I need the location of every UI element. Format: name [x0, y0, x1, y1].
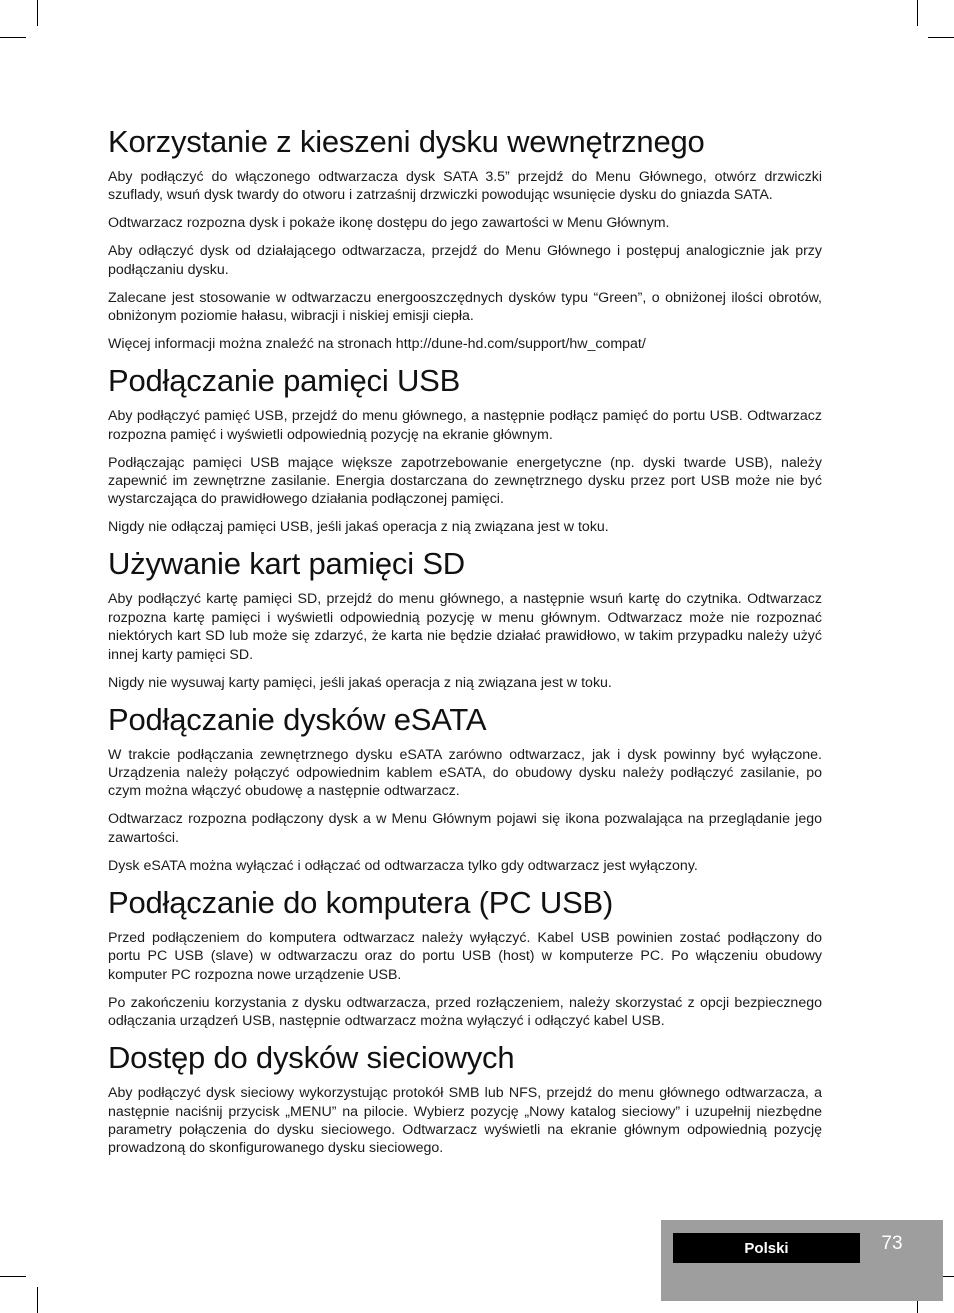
section-heading: Używanie kart pamięci SD: [108, 546, 465, 582]
section-heading: Dostęp do dysków sieciowych: [108, 1040, 515, 1076]
paragraph: Dysk eSATA można wyłączać i odłączać od odtwarzacza tylko gdy odtwarzacz jest wyłączony.: [108, 857, 698, 874]
crop-mark: [37, 1287, 38, 1313]
paragraph: Nigdy nie odłączaj pamięci USB, jeśli jakaś operacja z nią związana jest w toku.: [108, 519, 609, 536]
section-sd-cards: [108, 546, 822, 692]
paragraph: Odtwarzacz rozpozna dysk i pokaże ikonę dostępu do jego zawartości w Menu Głównym.: [108, 215, 670, 232]
page-content: [108, 124, 822, 1167]
page-number: 73: [881, 1233, 903, 1254]
paragraph: Nigdy nie wysuwaj karty pamięci, jeśli jakaś operacja z nią związana jest w toku.: [108, 674, 612, 691]
paragraph: Aby podłączyć kartę pamięci SD, przejdź do menu głównego, a następnie wsuń kartę do czytnika. Odtwarzacz rozpozna kartę pamięci i wyświetli odpowiednią pozycję w menu głównym. Odtwarzacz może nie rozpoznać niektórych kart SD lub może się zdarzyć, że karta nie będzie działać prawidłowo, w takim przypadku należy użyć innej karty pamięci SD.: [108, 591, 822, 663]
paragraph: Odtwarzacz rozpozna podłączony dysk a w Menu Głównym pojawi się ikona pozwalająca na przeglądanie jego zawartości.: [108, 811, 822, 846]
section-heading: Korzystanie z kieszeni dysku wewnętrznego: [108, 124, 705, 159]
paragraph: Więcej informacji można znaleźć na stronach http://dune-hd.com/support/hw_compat/: [108, 336, 646, 353]
paragraph: Podłączając pamięci USB mające większe zapotrzebowanie energetyczne (np. dyski twarde USB), należy zapewnić im zewnętrzne zasilanie. Energia dostarczana do zewnętrznego dysku przez port USB może nie być wystarczająca do prawidłowego działania podłączonej pamięci.: [108, 454, 822, 508]
paragraph: Aby odłączyć dysk od działającego odtwarzacza, przejdź do Menu Głównego i postępuj analogicznie jak przy podłączaniu dysku.: [108, 243, 822, 278]
paragraph: Zalecane jest stosowanie w odtwarzaczu energooszczędnych dysków typu “Green”, o obniżonej ilości obrotów, obniżonym poziomie hałasu, wibracji i niskiej emisji ciepła.: [108, 289, 822, 325]
section-internal-drive: [108, 124, 822, 354]
crop-mark: [37, 0, 38, 26]
section-usb-memory: [108, 363, 822, 537]
paragraph: W trakcie podłączania zewnętrznego dysku eSATA zarówno odtwarzacz, jak i dysk powinny być wyłączone. Urządzenia należy połączyć odpowiednim kablem eSATA, do obudowy dysku należy podłączyć zasilanie, po czym można włączyć obudowę a następnie odtwarzacz.: [108, 746, 822, 800]
paragraph: Przed podłączeniem do komputera odtwarzacz należy wyłączyć. Kabel USB powinien zostać podłączony do portu PC USB (slave) w odtwarzaczu oraz do portu USB (host) w komputerze PC. Po włączeniu obudowy komputer PC rozpozna nowe urządzenie USB.: [108, 929, 822, 983]
section-heading: Podłączanie dysków eSATA: [108, 701, 487, 737]
paragraph: Po zakończeniu korzystania z dysku odtwarzacza, przed rozłączeniem, należy skorzystać z opcji bezpiecznego odłączania urządzeń USB, następnie odtwarzacz można wyłączyć i odłączyć kabel USB.: [108, 994, 822, 1030]
section-pc-usb: [108, 885, 822, 1031]
paragraph: Aby podłączyć pamięć USB, przejdź do menu głównego, a następnie podłącz pamięć do portu USB. Odtwarzacz rozpozna pamięć i wyświetli odpowiednią pozycję na ekranie głównym.: [108, 408, 822, 443]
paragraph: Aby podłączyć do włączonego odtwarzacza dysk SATA 3.5” przejdź do Menu Głównego, otwórz drzwiczki szuflady, wsuń dysk twardy do otworu i zatrzaśnij drzwiczki powodując wsunięcie dysku do gniazda SATA.: [108, 169, 822, 204]
section-esata: [108, 702, 822, 876]
section-network-drives: [108, 1040, 822, 1158]
paragraph: Aby podłączyć dysk sieciowy wykorzystując protokół SMB lub NFS, przejdź do menu głównego odtwarzacza, a następnie naciśnij przycisk „MENU” na pilocie. Wybierz pozycję „Nowy katalog sieciowy” i uzupełnij niezbędne parametry połączenia do dysku sieciowego. Odtwarzacz wyświetli na ekranie głównym odpowiednią pozycję prowadzoną do skonfigurowanego dysku sieciowego.: [108, 1085, 822, 1157]
crop-mark: [0, 1276, 26, 1277]
crop-mark: [917, 0, 918, 26]
section-heading: Podłączanie pamięci USB: [108, 363, 461, 399]
language-label: Polski: [673, 1233, 860, 1263]
crop-mark: [0, 37, 26, 38]
crop-mark: [928, 37, 954, 38]
section-heading: Podłączanie do komputera (PC USB): [108, 884, 614, 920]
